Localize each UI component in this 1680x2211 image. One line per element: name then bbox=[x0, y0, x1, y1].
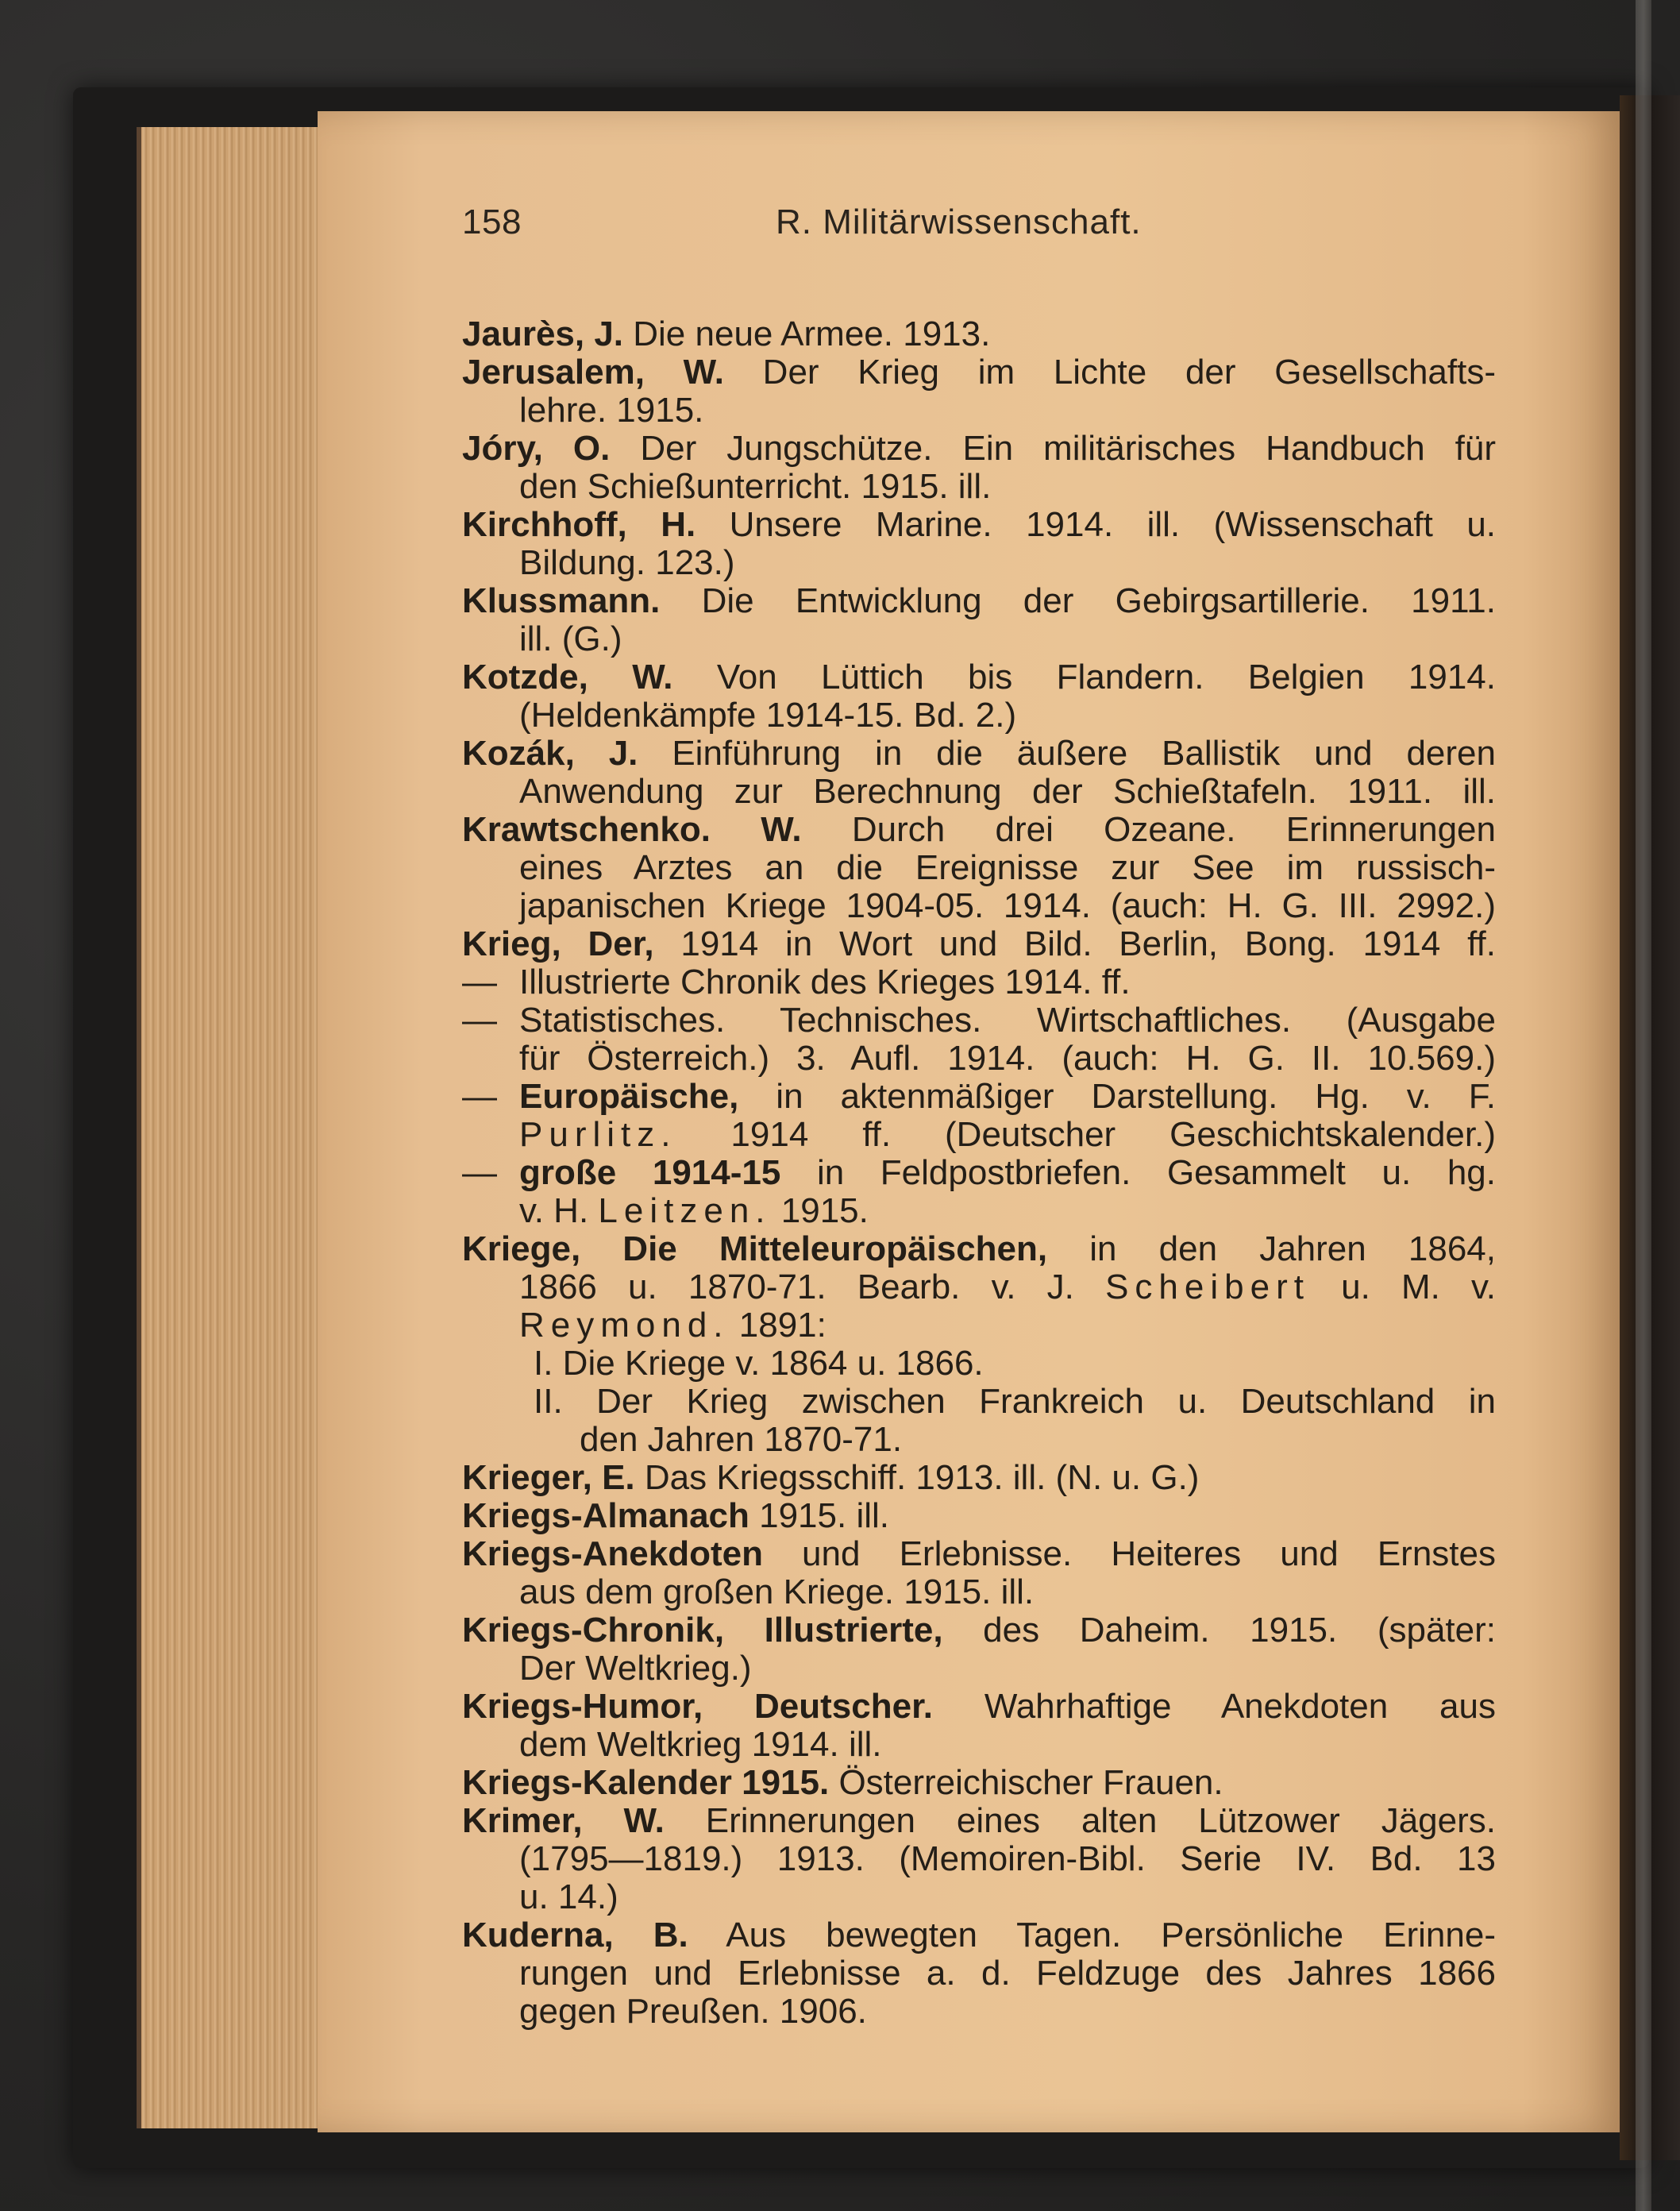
entry-text: und Erlebnisse. Heiteres und Ernstes bbox=[762, 1534, 1496, 1573]
entry-line bbox=[462, 1878, 1496, 1916]
entry-line bbox=[462, 1726, 1496, 1764]
entry-line bbox=[462, 1611, 1496, 1650]
entry-text: in Feldpostbriefen. Gesammelt u. hg. bbox=[780, 1153, 1496, 1192]
entry-heading: Kriegs-Anekdoten bbox=[462, 1534, 763, 1573]
repeat-dash: — bbox=[462, 1153, 497, 1192]
entry-line bbox=[462, 1993, 1496, 2031]
entry-line bbox=[462, 620, 1496, 658]
spaced-name: Reymond. bbox=[519, 1306, 730, 1345]
entry-line bbox=[462, 1383, 1496, 1421]
repeat-dash: — bbox=[462, 1001, 497, 1040]
entry-text: Aus bewegten Tagen. Persönliche Erinne- bbox=[688, 1916, 1496, 1954]
entry-line bbox=[462, 925, 1496, 963]
entry-line bbox=[462, 1230, 1496, 1268]
entry-line bbox=[462, 1154, 1496, 1192]
running-head: R. Militärwissenschaft. bbox=[776, 203, 1142, 241]
entry-line bbox=[462, 1688, 1496, 1726]
entry-line bbox=[462, 1497, 1496, 1535]
entry-line bbox=[462, 1421, 1496, 1459]
entry-line bbox=[462, 1650, 1496, 1688]
entry-heading: Kozák, J. bbox=[462, 734, 638, 773]
entry-text: gegen Preußen. 1906. bbox=[519, 1992, 867, 2031]
entry-text: Österreichischer Frauen. bbox=[829, 1763, 1223, 1802]
entry-text: u. M. v. bbox=[1309, 1268, 1496, 1306]
entry-text: I. Die Kriege v. 1864 u. 1866. bbox=[534, 1344, 984, 1383]
glass-plate-edge bbox=[1636, 0, 1651, 2211]
bibliography-list bbox=[462, 315, 1496, 2031]
entry-heading: Jaurès, J. bbox=[462, 314, 624, 353]
entry-text: Wahrhaftige Anekdoten aus bbox=[932, 1687, 1496, 1726]
entry-heading: Kuderna, B. bbox=[462, 1916, 688, 1954]
entry-line bbox=[462, 1840, 1496, 1878]
entry-text: 1915. ill. bbox=[749, 1496, 889, 1535]
spaced-name: Leitzen. bbox=[598, 1191, 772, 1230]
entry-line bbox=[462, 963, 1496, 1001]
entry-text: Anwendung zur Berechnung der Schießtafeln. 1911. ill. bbox=[519, 772, 1496, 811]
entry-text: japanischen Kriege 1904-05. 1914. (auch: H. G. III. 2992.) bbox=[519, 886, 1496, 925]
entry-line bbox=[462, 1040, 1496, 1078]
page-number: 158 bbox=[462, 203, 522, 241]
entry-heading: große 1914-15 bbox=[519, 1153, 781, 1192]
entry-line bbox=[462, 1802, 1496, 1840]
entry-text: Die neue Armee. 1913. bbox=[623, 314, 991, 353]
entry-heading: Kriegs-Humor, Deutscher. bbox=[462, 1687, 933, 1726]
entry-text: Statistisches. Technisches. Wirtschaftliches. (Ausgabe bbox=[519, 1001, 1496, 1040]
entry-text: für Österreich.) 3. Aufl. 1914. (auch: H. G. II. 10.569.) bbox=[519, 1039, 1496, 1078]
entry-text: eines Arztes an die Ereignisse zur See im russisch- bbox=[519, 848, 1496, 887]
entry-text: in aktenmäßiger Darstellung. Hg. v. F. bbox=[738, 1077, 1496, 1116]
entry-line bbox=[462, 353, 1496, 392]
page-header bbox=[462, 203, 1177, 250]
entry-text: ill. (G.) bbox=[519, 619, 622, 658]
entry-text: 1914 ff. (Deutscher Geschichtskalender.) bbox=[676, 1115, 1496, 1154]
entry-heading: Kriegs-Almanach bbox=[462, 1496, 749, 1535]
entry-line bbox=[462, 1268, 1496, 1306]
entry-text: in den Jahren 1864, bbox=[1047, 1229, 1497, 1268]
entry-heading: Europäische, bbox=[519, 1077, 739, 1116]
entry-text: (Heldenkämpfe 1914-15. Bd. 2.) bbox=[519, 696, 1017, 735]
entry-text: Der Jungschütze. Ein militärisches Handbuch für bbox=[610, 429, 1497, 468]
entry-line bbox=[462, 1573, 1496, 1611]
page-edges bbox=[137, 127, 332, 2128]
entry-text: Von Lüttich bis Flandern. Belgien 1914. bbox=[672, 658, 1496, 696]
entry-line bbox=[462, 1459, 1496, 1497]
entry-line bbox=[462, 582, 1496, 620]
entry-text: Erinnerungen eines alten Lützower Jägers. bbox=[664, 1801, 1497, 1840]
entry-line bbox=[462, 849, 1496, 887]
entry-heading: Kriege, Die Mitteleuropäischen, bbox=[462, 1229, 1048, 1268]
entry-text: Durch drei Ozeane. Erinnerungen bbox=[801, 810, 1496, 849]
repeat-dash: — bbox=[462, 1077, 497, 1116]
entry-heading: Krawtschenko. W. bbox=[462, 810, 802, 849]
entry-heading: Kotzde, W. bbox=[462, 658, 673, 696]
entry-heading: Kriegs-Kalender 1915. bbox=[462, 1763, 830, 1802]
entry-text: den Schießunterricht. 1915. ill. bbox=[519, 467, 992, 506]
spaced-name: Scheibert bbox=[1105, 1268, 1310, 1306]
entry-line bbox=[462, 1535, 1496, 1573]
entry-heading: Krieg, Der, bbox=[462, 924, 654, 963]
entry-line bbox=[462, 468, 1496, 506]
entry-text: 1914 in Wort und Bild. Berlin, Bong. 1914 ff. bbox=[653, 924, 1496, 963]
entry-text: II. Der Krieg zwischen Frankreich u. Deutschland in bbox=[534, 1382, 1496, 1421]
entry-text: (1795—1819.) 1913. (Memoiren-Bibl. Serie IV. Bd. 13 bbox=[519, 1839, 1496, 1878]
entry-line bbox=[462, 1001, 1496, 1040]
entry-line bbox=[462, 315, 1496, 353]
entry-text: 1915. bbox=[771, 1191, 869, 1230]
entry-text: Das Kriegsschiff. 1913. ill. (N. u. G.) bbox=[634, 1458, 1200, 1497]
entry-heading: Jóry, O. bbox=[462, 429, 611, 468]
entry-text: den Jahren 1870-71. bbox=[580, 1420, 903, 1459]
entry-text: v. H. bbox=[519, 1191, 599, 1230]
spaced-name: Purlitz. bbox=[519, 1115, 677, 1154]
entry-line bbox=[462, 1954, 1496, 1993]
entry-line bbox=[462, 1192, 1496, 1230]
entry-line bbox=[462, 544, 1496, 582]
entry-text: Einführung in die äußere Ballistik und deren bbox=[638, 734, 1496, 773]
entry-text: 1891: bbox=[729, 1306, 827, 1345]
entry-line bbox=[462, 1116, 1496, 1154]
entry-text: aus dem großen Kriege. 1915. ill. bbox=[519, 1572, 1035, 1611]
entry-line bbox=[462, 1306, 1496, 1345]
entry-line bbox=[462, 392, 1496, 430]
entry-text: Unsere Marine. 1914. ill. (Wissenschaft u. bbox=[696, 505, 1497, 544]
entry-line bbox=[462, 658, 1496, 696]
entry-text: dem Weltkrieg 1914. ill. bbox=[519, 1725, 882, 1764]
entry-text: 1866 u. 1870-71. Bearb. v. J. bbox=[519, 1268, 1106, 1306]
entry-line bbox=[462, 773, 1496, 811]
entry-line bbox=[462, 696, 1496, 735]
entry-text: des Daheim. 1915. (später: bbox=[942, 1611, 1496, 1650]
entry-heading: Kirchhoff, H. bbox=[462, 505, 696, 544]
entry-line bbox=[462, 1345, 1496, 1383]
repeat-dash: — bbox=[462, 963, 497, 1001]
entry-line bbox=[462, 1916, 1496, 1954]
entry-text: u. 14.) bbox=[519, 1877, 618, 1916]
entry-text: lehre. 1915. bbox=[519, 391, 704, 430]
entry-text: Bildung. 123.) bbox=[519, 543, 735, 582]
entry-text: Der Krieg im Lichte der Gesellschafts- bbox=[723, 353, 1497, 392]
entry-text: Der Weltkrieg.) bbox=[519, 1649, 752, 1688]
entry-text: Illustrierte Chronik des Krieges 1914. ff. bbox=[519, 963, 1131, 1001]
entry-line bbox=[462, 887, 1496, 925]
entry-line bbox=[462, 506, 1496, 544]
entry-line bbox=[462, 735, 1496, 773]
entry-text: Die Entwicklung der Gebirgsartillerie. 1911. bbox=[660, 581, 1496, 620]
entry-line bbox=[462, 1764, 1496, 1802]
entry-heading: Kriegs-Chronik, Illustrierte, bbox=[462, 1611, 943, 1650]
entry-text: rungen und Erlebnisse a. d. Feldzuge des Jahres 1866 bbox=[519, 1954, 1496, 1993]
entry-heading: Klussmann. bbox=[462, 581, 661, 620]
entry-line bbox=[462, 811, 1496, 849]
entry-heading: Krieger, E. bbox=[462, 1458, 635, 1497]
entry-heading: Jerusalem, W. bbox=[462, 353, 724, 392]
entry-heading: Krimer, W. bbox=[462, 1801, 665, 1840]
entry-line bbox=[462, 1078, 1496, 1116]
entry-line bbox=[462, 430, 1496, 468]
